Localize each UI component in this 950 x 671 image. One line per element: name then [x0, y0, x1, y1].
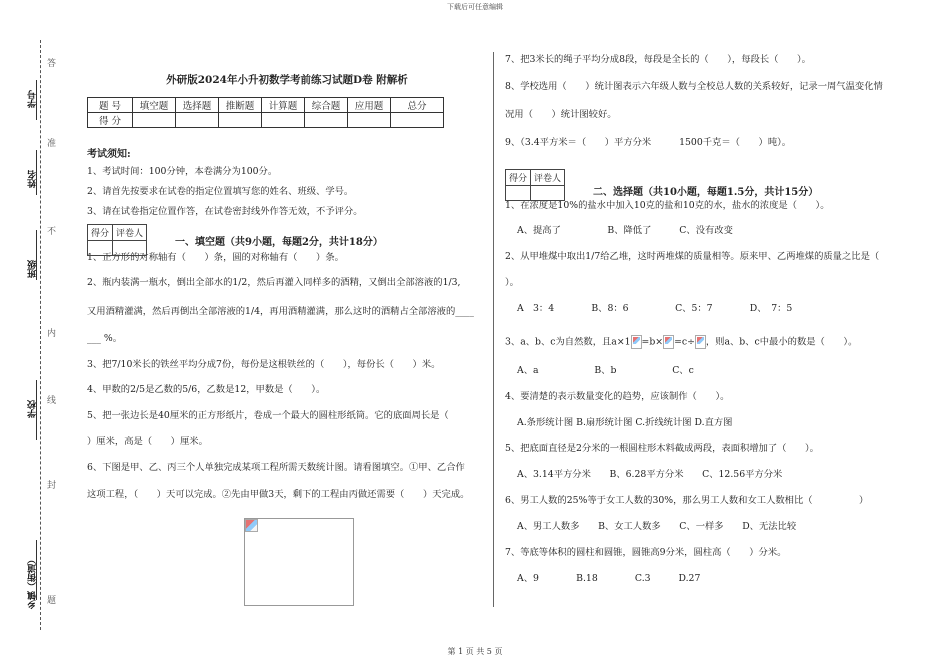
seal-mark: 不: [45, 226, 55, 235]
question-line: 7、等底等体积的圆柱和圆锥，圆锥高9分米，圆柱高（ ）分米。: [505, 547, 787, 558]
q3-text-start: 3、a、b、c为自然数，且a×1: [505, 336, 631, 348]
note-item: 2、请首先按要求在试卷的指定位置填写您的姓名、班级、学号。: [87, 186, 354, 197]
grader-box: [505, 169, 565, 201]
header-note: 下载后可任意编辑: [447, 3, 503, 11]
right-column: [505, 54, 905, 585]
score-header-cell: 选择题: [176, 98, 219, 113]
grader-score-label: 得分: [88, 225, 113, 241]
grader-reviewer-cell[interactable]: [531, 186, 565, 201]
question-line: 6、男工人数的25%等于女工人数的30%，那么男工人数和女工人数相比（ ）: [505, 495, 869, 506]
section1-header: [87, 224, 487, 250]
seal-mark: 内: [45, 328, 55, 337]
question-line: ）厘米，高是（ ）厘米。: [87, 436, 208, 447]
question-line: 4、要清楚的表示数量变化的趋势，应该制作（ ）。: [505, 391, 730, 402]
left-column: [87, 64, 487, 501]
grader-reviewer-label: 评卷人: [113, 225, 147, 241]
broken-image-icon: [245, 519, 258, 532]
score-cell[interactable]: [391, 113, 444, 128]
seal-mark: 答: [45, 58, 55, 67]
town-label: 乡镇（街道）: [28, 555, 38, 609]
name-label: 姓名: [28, 170, 38, 188]
question-line: 5、把底面直径是2分米的一根圆柱形木料截成两段，表面积增加了（ ）。: [505, 443, 819, 454]
question-line: 2、从甲堆煤中取出1/7给乙堆，这时两堆煤的质量相等。原来甲、乙两堆煤的质量之比是（: [505, 251, 880, 262]
school-label: 学校: [28, 400, 38, 418]
score-header-cell: 填空题: [133, 98, 176, 113]
seal-mark: 线: [45, 395, 55, 404]
options-line: A、a B、b C、c: [517, 365, 694, 376]
question-3: [505, 335, 905, 349]
score-header-cell: 总分: [391, 98, 444, 113]
section-title: 一、填空题（共9小题，每题2分，共计18分）: [175, 237, 383, 248]
seal-mark: 题: [45, 595, 55, 604]
question-line: 6、下图是甲、乙、丙三个人单独完成某项工程所需天数统计图。请看图填空。①甲、乙合作: [87, 462, 465, 473]
seal-mark: 准: [45, 138, 55, 147]
score-cell[interactable]: [262, 113, 305, 128]
score-table: [87, 97, 444, 128]
score-header-cell: 推断题: [219, 98, 262, 113]
question-line: 5、把一张边长是40厘米的正方形纸片，卷成一个最大的圆柱形纸筒。它的底面周长是（: [87, 410, 449, 421]
section2-header: [505, 169, 905, 198]
score-cell[interactable]: [176, 113, 219, 128]
options-line: A、3.14平方分米 B、6.28平方分米 C、12.56平方分米: [517, 469, 783, 480]
question-line: 4、甲数的2/5是乙数的5/6，乙数是12，甲数是（ ）。: [87, 384, 326, 395]
notes-title: 考试须知:: [87, 149, 131, 160]
question-line: 3、把7/10米长的铁丝平均分成7份，每份是这根铁丝的（ ），每份长（ ）米。: [87, 359, 441, 370]
grader-reviewer-cell[interactable]: [113, 241, 147, 256]
question-line: 7、把3米长的绳子平均分成8段，每段是全长的（ ），每段长（ ）。: [505, 54, 811, 65]
q3-text-end: ，则a、b、c中最小的数是（ ）。: [705, 336, 858, 348]
fraction-image-icon: [663, 335, 674, 349]
grader-score-cell[interactable]: [506, 186, 531, 201]
seal-line: [40, 40, 41, 630]
binding-strip: [0, 30, 72, 630]
score-cell[interactable]: [219, 113, 262, 128]
fraction-image-icon: [631, 335, 642, 349]
column-divider: [493, 52, 494, 607]
note-item: 3、请在试卷指定位置作答，在试卷密封线外作答无效，不予评分。: [87, 206, 363, 217]
question-line: 1、在浓度是10%的盐水中加入10克的盐和10克的水，盐水的浓度是（ ）。: [505, 200, 830, 211]
note-item: 1、考试时间：100分钟，本卷满分为100分。: [87, 166, 278, 177]
page-footer: 第 1 页 共 5 页: [447, 647, 503, 656]
grader-box: [87, 224, 147, 256]
question-line: 又用酒精灌满，然后再倒出全部溶液的1/4，再用酒精灌满，那么这时的酒精占全部溶液的____: [87, 306, 474, 317]
page-title: 外研版2024年小升初数学考前练习试题D卷 附解析: [166, 74, 408, 86]
work-chart-image: [244, 518, 354, 606]
grader-score-label: 得分: [506, 170, 531, 186]
options-line: A、提高了 B、降低了 C、没有改变: [517, 225, 733, 236]
question-line: ___ %。: [87, 333, 123, 344]
score-header-cell: 题 号: [88, 98, 133, 113]
grader-score-cell[interactable]: [88, 241, 113, 256]
score-header-cell: 应用题: [348, 98, 391, 113]
q3-text-mid2: =c÷: [674, 336, 695, 348]
question-line: 这项工程，（ ）天可以完成。②先由甲做3天，剩下的工程由丙做还需要（ ）天完成。: [87, 489, 470, 500]
options-line: A、9 B.18 C.3 D.27: [517, 573, 701, 584]
score-cell[interactable]: [133, 113, 176, 128]
score-cell[interactable]: [305, 113, 348, 128]
question-line: 况用（ ）统计图较好。: [505, 109, 617, 120]
question-line: 1、正方形的对称轴有（ ）条，圆的对称轴有（ ）条。: [87, 252, 344, 263]
score-row-label: 得 分: [88, 113, 133, 128]
question-line: 9、（3.4平方米＝（ ）平方分米 1500千克＝（ ）吨）。: [505, 137, 792, 148]
question-line: ）。: [505, 277, 519, 288]
grader-reviewer-label: 评卷人: [531, 170, 565, 186]
options-line: A 3：4 B、8：6 C、5：7 D、 7：5: [517, 303, 793, 314]
section-title: 二、选择题（共10小题，每题1.5分，共计15分）: [593, 187, 819, 198]
score-header-cell: 计算题: [262, 98, 305, 113]
question-line: 8、学校选用（ ）统计图表示六年级人数与全校总人数的关系较好，记录一周气温变化情: [505, 81, 883, 92]
student-id-label: 学号: [28, 90, 38, 108]
score-header-cell: 综合题: [305, 98, 348, 113]
options-line: A.条形统计图 B.扇形统计图 C.折线统计图 D.直方图: [517, 417, 733, 428]
class-label: 班级: [28, 260, 38, 278]
options-line: A、男工人数多 B、女工人数多 C、一样多 D、无法比较: [517, 521, 797, 532]
q3-text-mid1: =b×: [641, 336, 664, 348]
seal-mark: 封: [45, 480, 55, 489]
score-cell[interactable]: [348, 113, 391, 128]
fraction-image-icon: [695, 335, 706, 349]
question-line: 2、瓶内装满一瓶水，倒出全部水的1/2，然后再灌入同样多的酒精，又倒出全部溶液的1/3,: [87, 277, 461, 288]
